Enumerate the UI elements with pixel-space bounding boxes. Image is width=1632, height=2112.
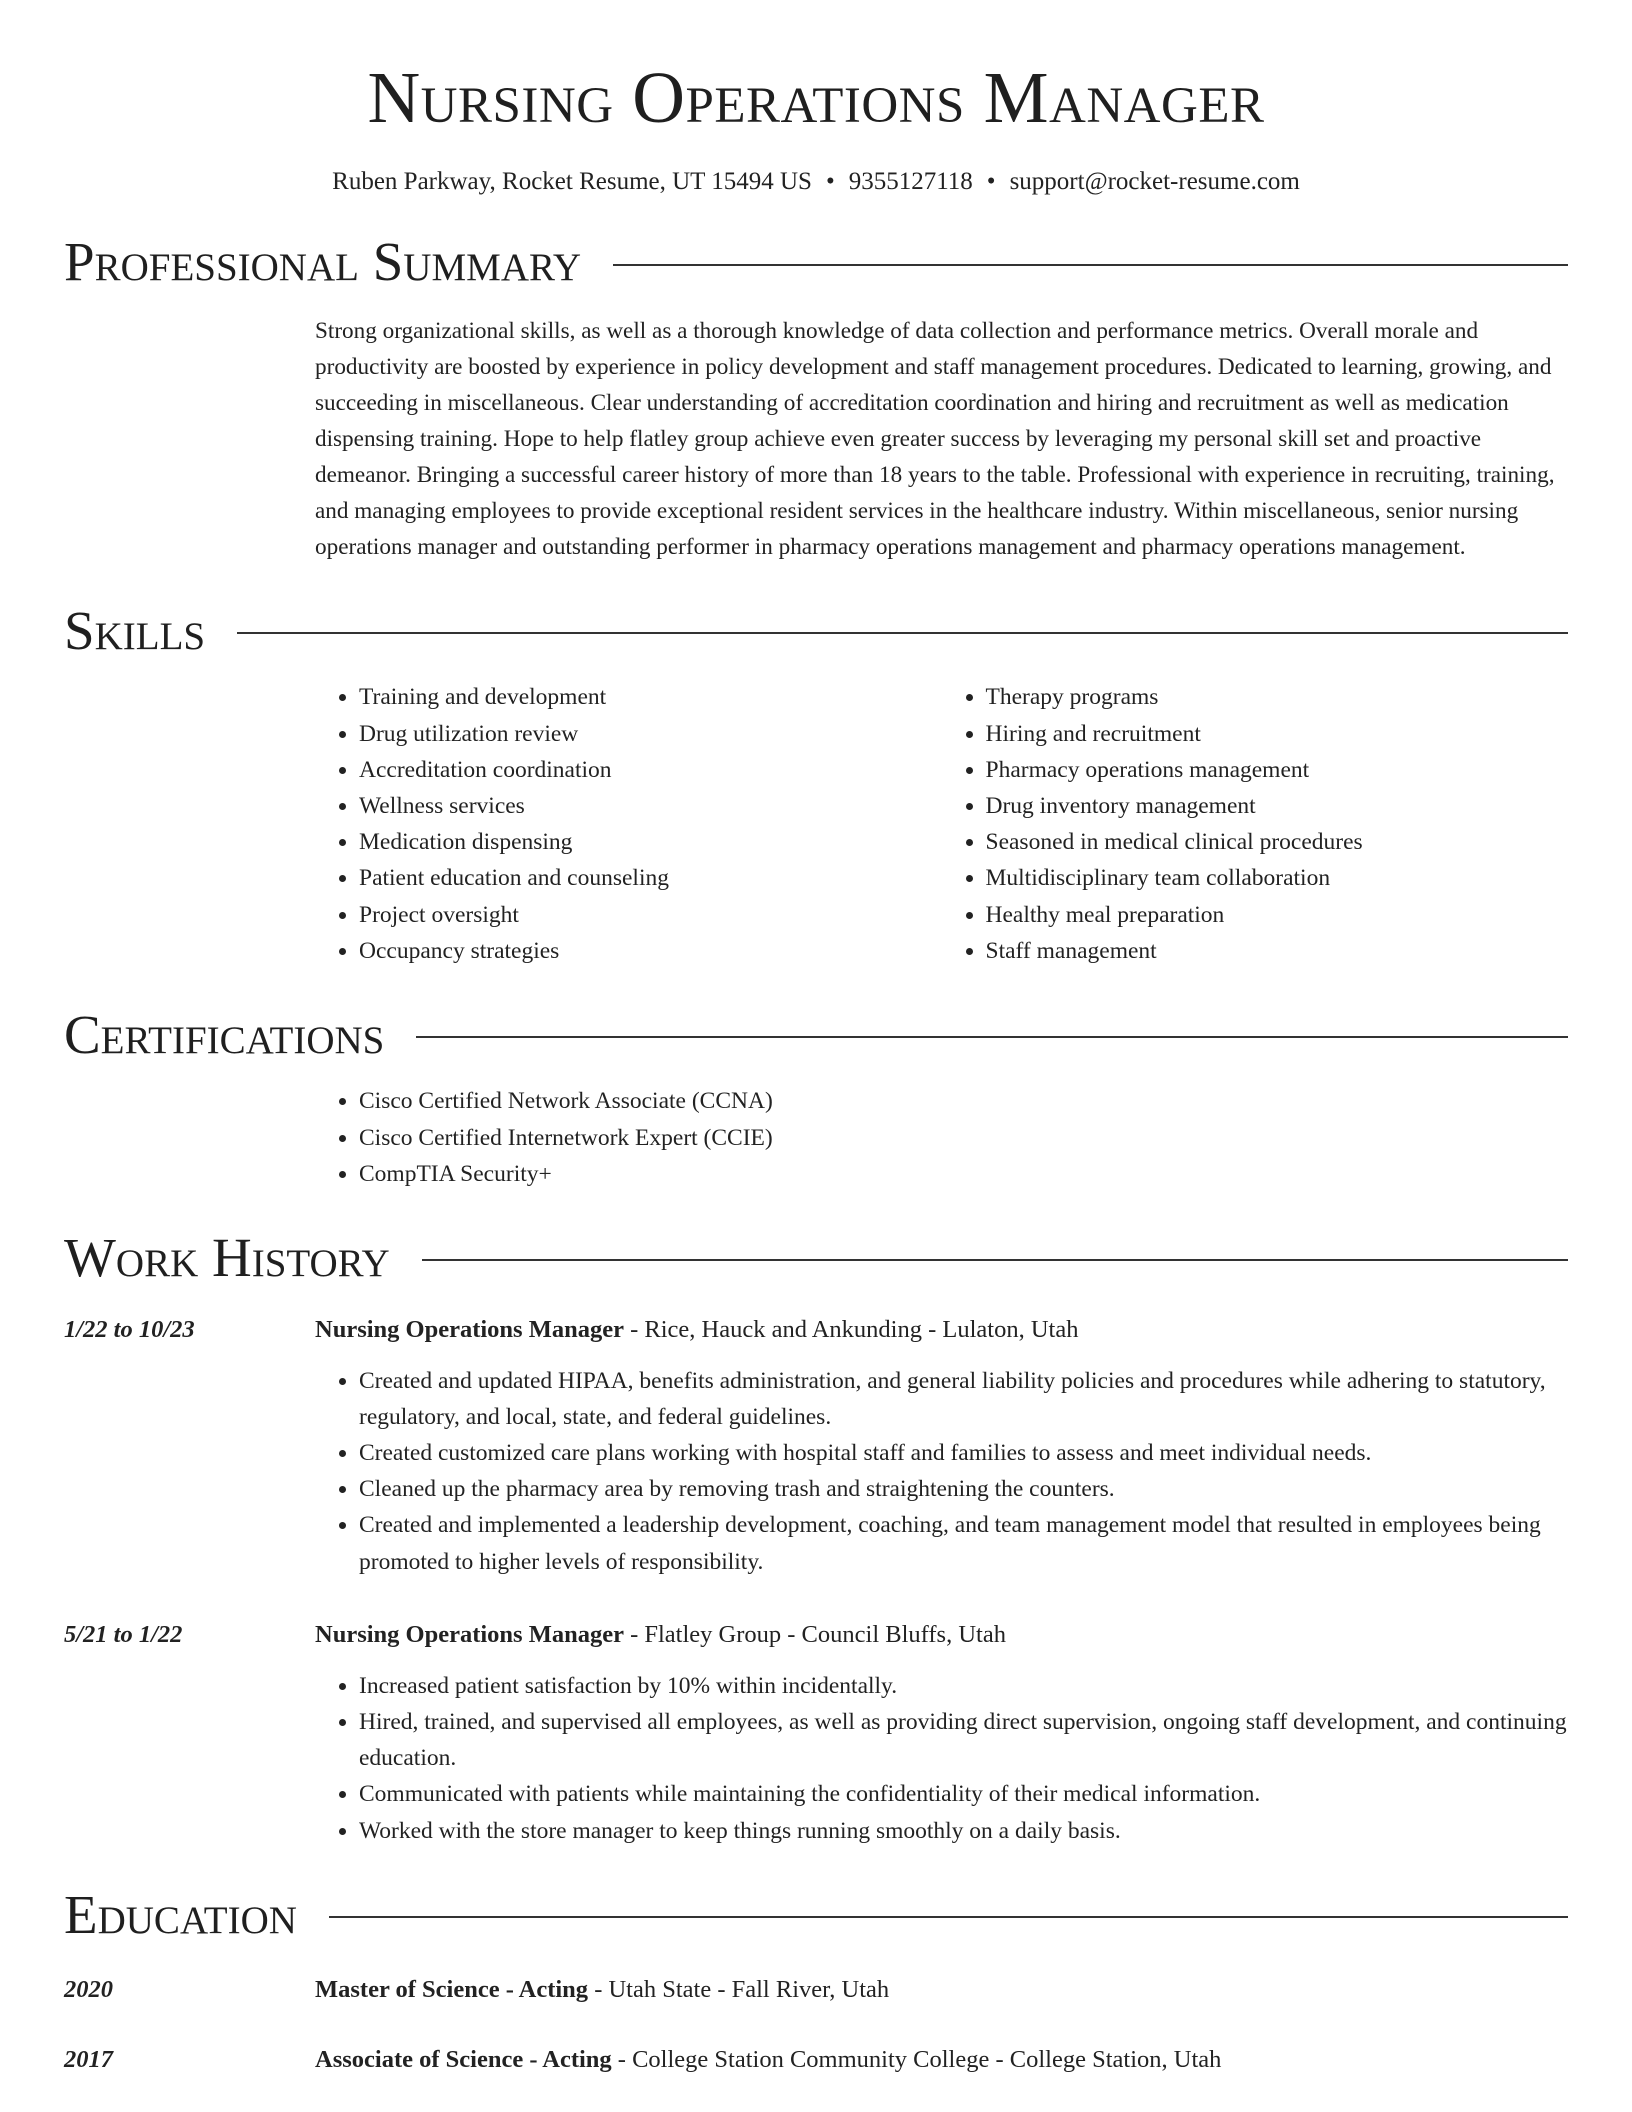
section-divider bbox=[237, 632, 1568, 634]
skill-item: • Training and development bbox=[359, 679, 942, 715]
education-year: 2017 bbox=[64, 2046, 113, 2074]
job-heading bbox=[315, 1618, 1006, 1652]
job-duty: • Created customized care plans working with hospital staff and families to assess and meet individual needs. bbox=[359, 1435, 1568, 1471]
job-duty: • Created and updated HIPAA, benefits administration, and general liability policies and procedures while adhering to statutory, regulatory, and local, state, and federal guidelines. bbox=[359, 1363, 1568, 1435]
skill-item: • Staff management bbox=[986, 933, 1569, 969]
skill-item: • Pharmacy operations management bbox=[986, 752, 1569, 788]
education-degree: Master of Science - Acting bbox=[315, 1976, 589, 2004]
section-title-work-history: Work History bbox=[64, 1227, 390, 1289]
job-entry bbox=[64, 1618, 1568, 1849]
skill-item: • Project oversight bbox=[359, 897, 942, 933]
section-header-summary bbox=[64, 232, 1568, 293]
job-duty: • Cleaned up the pharmacy area by removing trash and straightening the counters. bbox=[359, 1471, 1568, 1507]
skill-item: • Seasoned in medical clinical procedures bbox=[986, 824, 1569, 860]
job-dates: 5/21 to 1/22 bbox=[64, 1620, 183, 1648]
job-duty: • Worked with the store manager to keep things running smoothly on a daily basis. bbox=[359, 1813, 1568, 1849]
education-heading bbox=[315, 2043, 1221, 2077]
section-header-certifications bbox=[64, 1005, 1568, 1066]
contact-email: support@rocket-resume.com bbox=[1009, 168, 1300, 196]
job-duty: • Increased patient satisfaction by 10% within incidentally. bbox=[359, 1668, 1568, 1704]
job-dates: 1/22 to 10/23 bbox=[64, 1315, 195, 1343]
contact-address: Ruben Parkway, Rocket Resume, UT 15494 US bbox=[332, 168, 812, 196]
job-duty: • Communicated with patients while maintaining the confidentiality of their medical information. bbox=[359, 1776, 1568, 1812]
education-school-location: - Utah State - Fall River, Utah bbox=[588, 1976, 890, 2004]
section-header-skills bbox=[64, 601, 1568, 662]
contact-separator: • bbox=[825, 168, 835, 196]
job-entry bbox=[64, 1313, 1568, 1580]
contact-separator: • bbox=[986, 168, 996, 196]
skill-item: • Multidisciplinary team collaboration bbox=[986, 860, 1569, 896]
section-divider bbox=[613, 264, 1568, 266]
contact-phone: 9355127118 bbox=[848, 168, 973, 196]
job-employer-location: - Flatley Group - Council Bluffs, Utah bbox=[623, 1620, 1006, 1648]
job-duties bbox=[315, 1668, 1568, 1849]
skill-item: • Healthy meal preparation bbox=[986, 897, 1569, 933]
job-title: Nursing Operations Manager bbox=[315, 1315, 624, 1343]
education-degree: Associate of Science - Acting bbox=[315, 2046, 612, 2074]
job-duty: • Created and implemented a leadership development, coaching, and team management model that resulted in employees being promoted to higher levels of responsibility. bbox=[359, 1507, 1568, 1579]
education-school-location: - College Station Community College - College Station, Utah bbox=[611, 2046, 1222, 2074]
certifications-list bbox=[315, 1083, 1568, 1192]
job-duty: • Hired, trained, and supervised all employees, as well as providing direct supervision, ongoing staff development, and continuing education. bbox=[359, 1704, 1568, 1776]
section-divider bbox=[329, 1916, 1568, 1918]
education-year: 2020 bbox=[64, 1976, 113, 2004]
skill-item: • Accreditation coordination bbox=[359, 752, 942, 788]
skill-item: • Medication dispensing bbox=[359, 824, 942, 860]
certification-item: • Cisco Certified Internetwork Expert (CCIE) bbox=[359, 1120, 1568, 1156]
section-title-certifications: Certifications bbox=[64, 1003, 385, 1065]
skills-column-left bbox=[315, 679, 942, 969]
skill-item: • Occupancy strategies bbox=[359, 933, 942, 969]
education-entry bbox=[64, 2043, 1568, 2077]
education-heading bbox=[315, 1973, 889, 2007]
section-header-work-history bbox=[64, 1228, 1568, 1289]
job-duties bbox=[315, 1363, 1568, 1580]
section-divider bbox=[422, 1259, 1568, 1261]
certification-item: • Cisco Certified Network Associate (CCNA) bbox=[359, 1083, 1568, 1119]
certification-item: • CompTIA Security+ bbox=[359, 1156, 1568, 1192]
section-title-summary: Professional Summary bbox=[64, 231, 582, 293]
summary-text: Strong organizational skills, as well as a thorough knowledge of data collection and performance metrics. Overall morale and productivity are boosted by experience in policy development and staff management procedures. Dedicated to learning, growing, and succeeding in miscellaneous. Clear understanding of accreditation coordination and hiring and recruitment as well as medication dispensing training. Hope to help flatley group achieve even greater success by leveraging my personal skill set and proactive demeanor. Bringing a successful career history of more than 18 years to the table. Professional with experience in recruiting, training, and managing employees to provide exceptional resident services in the healthcare industry. Within miscellaneous, senior nursing operations manager and outstanding performer in pharmacy operations management and pharmacy operations management. bbox=[315, 317, 1555, 560]
section-divider bbox=[416, 1036, 1568, 1038]
skill-item: • Drug inventory management bbox=[986, 788, 1569, 824]
section-header-education bbox=[64, 1885, 1568, 1946]
skill-item: • Therapy programs bbox=[986, 679, 1569, 715]
skill-item: • Patient education and counseling bbox=[359, 860, 942, 896]
section-title-skills: Skills bbox=[64, 599, 206, 661]
job-heading bbox=[315, 1313, 1078, 1347]
skills-list bbox=[315, 679, 1568, 969]
candidate-name: Nursing Operations Manager bbox=[367, 57, 1265, 138]
education-entry bbox=[64, 1973, 1568, 2007]
section-title-education: Education bbox=[64, 1883, 297, 1945]
contact-line bbox=[64, 168, 1568, 196]
skill-item: • Hiring and recruitment bbox=[986, 716, 1569, 752]
skill-item: • Wellness services bbox=[359, 788, 942, 824]
skills-column-right bbox=[942, 679, 1569, 969]
job-employer-location: - Rice, Hauck and Ankunding - Lulaton, Utah bbox=[623, 1315, 1079, 1343]
job-title: Nursing Operations Manager bbox=[315, 1620, 624, 1648]
skill-item: • Drug utilization review bbox=[359, 716, 942, 752]
